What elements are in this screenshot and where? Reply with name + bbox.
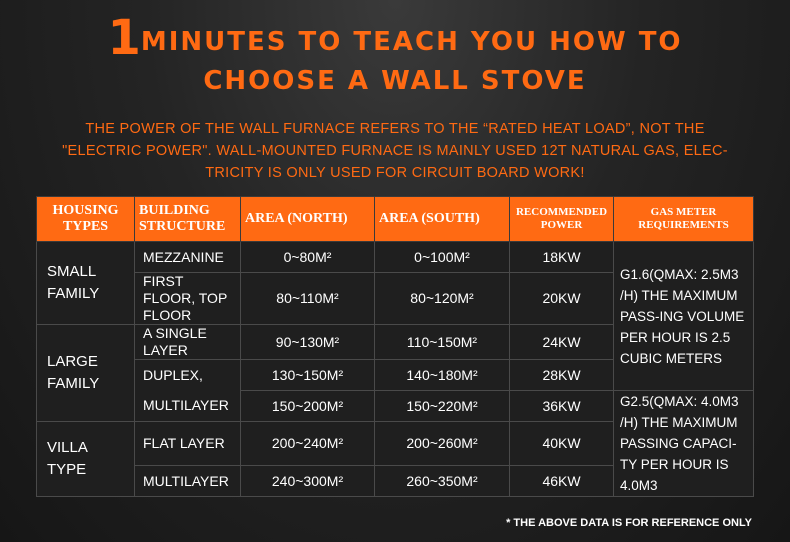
area-north-cell: 80~110M² xyxy=(241,273,375,325)
housing-large-family: LARGE FAMILY xyxy=(37,325,135,422)
footnote: * THE ABOVE DATA IS FOR REFERENCE ONLY xyxy=(506,517,752,529)
table-header-row xyxy=(37,197,754,242)
title-big-number: 1 xyxy=(107,10,141,66)
structure-cell: A SINGLE LAYER xyxy=(135,325,241,360)
header-recommended-power: RECOMMENDED POWER xyxy=(510,197,614,242)
power-cell: 28KW xyxy=(510,360,614,391)
structure-cell: MULTILAYER xyxy=(135,466,241,497)
structure-cell: MULTILAYER xyxy=(135,391,241,422)
area-north-cell: 200~240M² xyxy=(241,422,375,466)
subtitle xyxy=(40,118,750,184)
area-south-cell: 200~260M² xyxy=(375,422,510,466)
header-area-north: AREA (NORTH) xyxy=(241,197,375,242)
structure-cell: FLAT LAYER xyxy=(135,422,241,466)
area-north-cell: 240~300M² xyxy=(241,466,375,497)
table-row xyxy=(37,242,754,273)
gas-meter-g25: G2.5(QMAX: 4.0M3 /H) THE MAXIMUM PASSING CAPACI-TY PER HOUR IS 4.0M3 xyxy=(614,391,754,497)
power-cell: 18KW xyxy=(510,242,614,273)
stove-selection-table xyxy=(36,196,754,497)
power-cell: 40KW xyxy=(510,422,614,466)
subtitle-line-2: "ELECTRIC POWER". WALL-MOUNTED FURNACE IS MAINLY USED 12T NATURAL GAS, ELEC- xyxy=(62,143,728,159)
area-south-cell: 260~350M² xyxy=(375,466,510,497)
area-north-cell: 90~130M² xyxy=(241,325,375,360)
header-housing-types: HOUSING TYPES xyxy=(37,197,135,242)
subtitle-line-1: THE POWER OF THE WALL FURNACE REFERS TO THE “RATED HEAT LOAD”, NOT THE xyxy=(85,121,705,137)
table-row xyxy=(37,391,754,422)
header-gas-meter: GAS METER REQUIREMENTS xyxy=(614,197,754,242)
housing-villa-type: VILLA TYPE xyxy=(37,422,135,497)
area-south-cell: 140~180M² xyxy=(375,360,510,391)
structure-cell: FIRST FLOOR, TOP FLOOR xyxy=(135,273,241,325)
power-cell: 24KW xyxy=(510,325,614,360)
area-south-cell: 150~220M² xyxy=(375,391,510,422)
structure-cell: DUPLEX, xyxy=(135,360,241,391)
gas-meter-g16: G1.6(QMAX: 2.5M3 /H) THE MAXIMUM PASS-ING VOLUME PER HOUR IS 2.5 CUBIC METERS xyxy=(614,242,754,391)
title-line-1 xyxy=(0,10,790,66)
header-area-south: AREA (SOUTH) xyxy=(375,197,510,242)
area-south-cell: 0~100M² xyxy=(375,242,510,273)
power-cell: 46KW xyxy=(510,466,614,497)
title-line-2: CHOOSE A WALL STOVE xyxy=(203,66,587,96)
title-line-1-text: MINUTES TO TEACH YOU HOW TO xyxy=(140,27,683,57)
area-north-cell: 130~150M² xyxy=(241,360,375,391)
area-south-cell: 110~150M² xyxy=(375,325,510,360)
area-north-cell: 150~200M² xyxy=(241,391,375,422)
header-building-structure: BUILDING STRUCTURE xyxy=(135,197,241,242)
power-cell: 36KW xyxy=(510,391,614,422)
area-north-cell: 0~80M² xyxy=(241,242,375,273)
power-cell: 20KW xyxy=(510,273,614,325)
structure-cell: MEZZANINE xyxy=(135,242,241,273)
subtitle-line-3: TRICITY IS ONLY USED FOR CIRCUIT BOARD WORK! xyxy=(205,165,585,181)
page-title xyxy=(0,10,790,96)
area-south-cell: 80~120M² xyxy=(375,273,510,325)
housing-small-family: SMALL FAMILY xyxy=(37,242,135,325)
